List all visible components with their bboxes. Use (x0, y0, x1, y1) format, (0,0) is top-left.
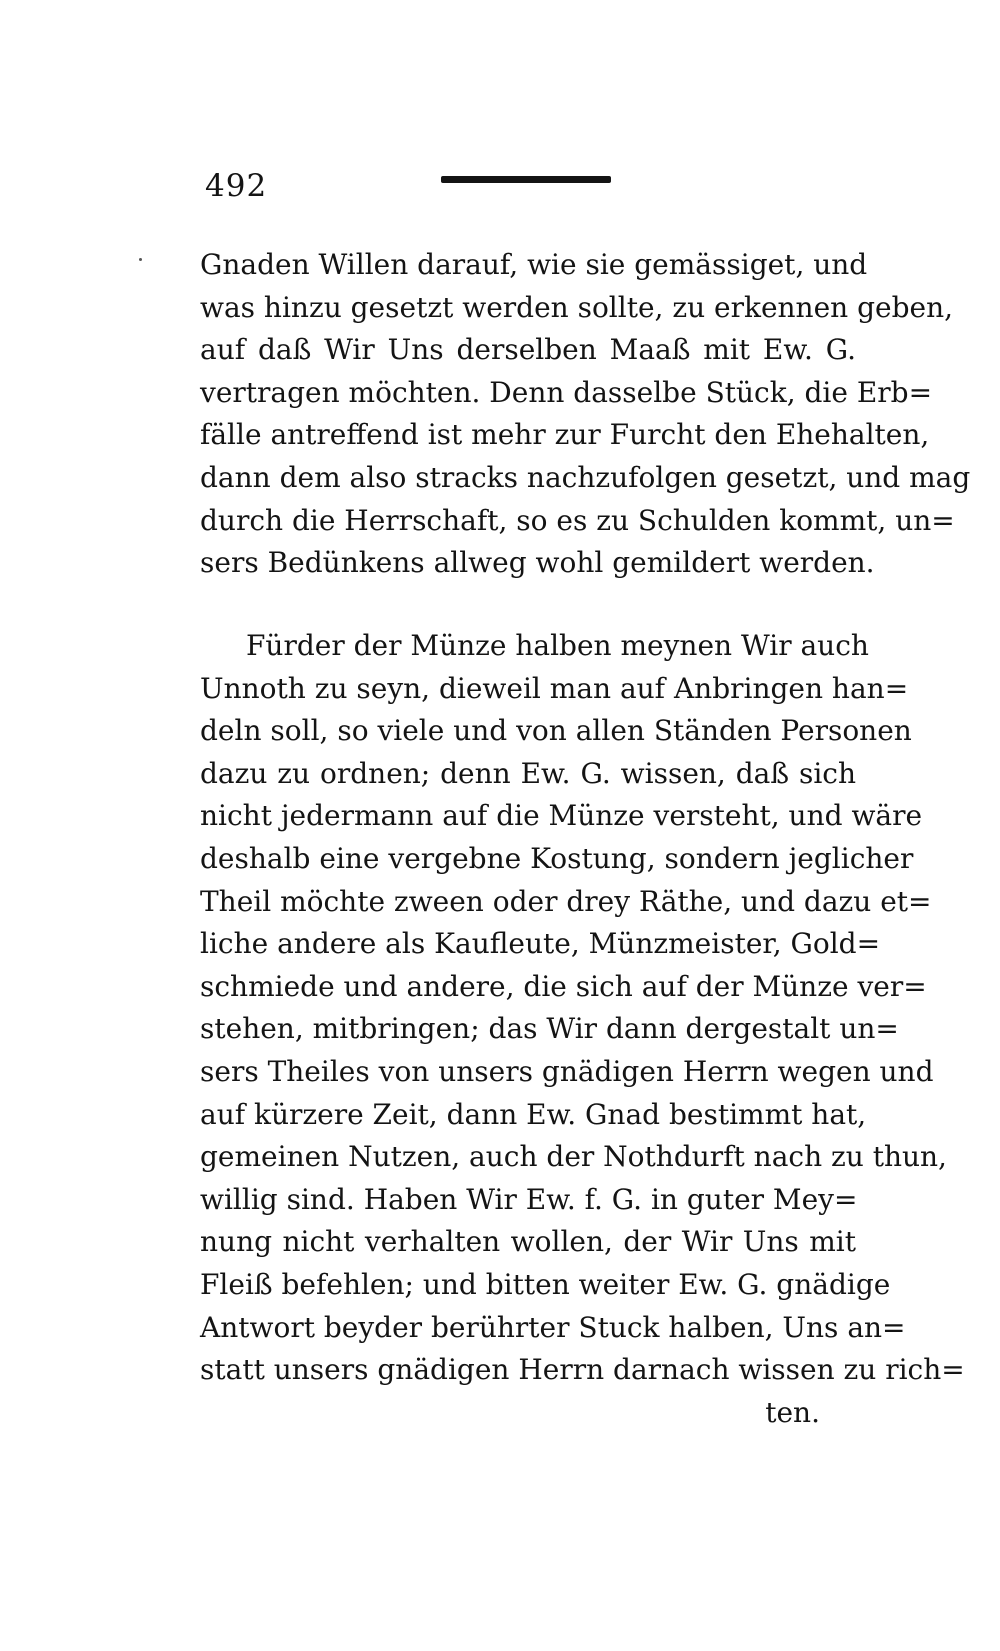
text-line: stehen, mitbringen; das Wir dann dergestalt un= (200, 1012, 899, 1046)
text-line: Unnoth zu seyn, dieweil man auf Anbringen han= (200, 671, 909, 705)
text-line: auf daß Wir Uns derselben Maaß mit Ew. G. (200, 333, 856, 367)
text-line: durch die Herrschaft, so es zu Schulden kommt, un= (200, 503, 955, 537)
text-line: Antwort beyder berührter Stuck halben, Uns an= (200, 1310, 906, 1344)
text-line: statt unsers gnädigen Herrn darnach wissen zu rich= (200, 1353, 965, 1387)
text-line: auf kürzere Zeit, dann Ew. Gnad bestimmt hat, (200, 1097, 867, 1131)
paragraph-1 (200, 244, 971, 585)
header-rule (441, 176, 611, 183)
text-line: deln soll, so viele und von allen Ständen Personen (200, 714, 912, 748)
text-line: gemeinen Nutzen, auch der Nothdurft nach zu thun, (200, 1140, 947, 1174)
text-line: Fürder der Münze halben meynen Wir auch (246, 629, 869, 662)
paragraph-2 (200, 625, 965, 1434)
text-line: liche andere als Kaufleute, Münzmeister, Gold= (200, 927, 881, 961)
text-line: schmiede und andere, die sich auf der Münze ver= (200, 969, 927, 1003)
text-line: dazu zu ordnen; denn Ew. G. wissen, daß sich (200, 756, 856, 790)
text-line: deshalb eine vergebne Kostung, sondern jeglicher (200, 841, 914, 875)
text-line: was hinzu gesetzt werden sollte, zu erkennen geben, (200, 290, 954, 324)
text-line: vertragen möchten. Denn dasselbe Stück, die Erb= (200, 375, 933, 409)
text-line: dann dem also stracks nachzufolgen gesetzt, und mag (200, 460, 971, 494)
text-line: fälle antreffend ist mehr zur Furcht den Ehehalten, (200, 418, 930, 452)
text-line: nicht jedermann auf die Münze versteht, und wäre (200, 799, 923, 833)
text-line: Gnaden Willen darauf, wie sie gemässiget, und (200, 248, 868, 281)
catchword: ten. (765, 1395, 820, 1429)
text-line: Theil möchte zween oder drey Räthe, und dazu et= (200, 884, 932, 918)
text-line: nung nicht verhalten wollen, der Wir Uns mit (200, 1225, 856, 1259)
margin-mark (139, 258, 142, 261)
page-number: 492 (205, 168, 268, 204)
text-line: sers Theiles von unsers gnädigen Herrn wegen und (200, 1054, 934, 1088)
text-line: Fleiß befehlen; und bitten weiter Ew. G. gnädige (200, 1267, 891, 1301)
text-line: sers Bedünkens allweg wohl gemildert werden. (200, 546, 875, 580)
text-line: willig sind. Haben Wir Ew. f. G. in guter Mey= (200, 1182, 858, 1216)
